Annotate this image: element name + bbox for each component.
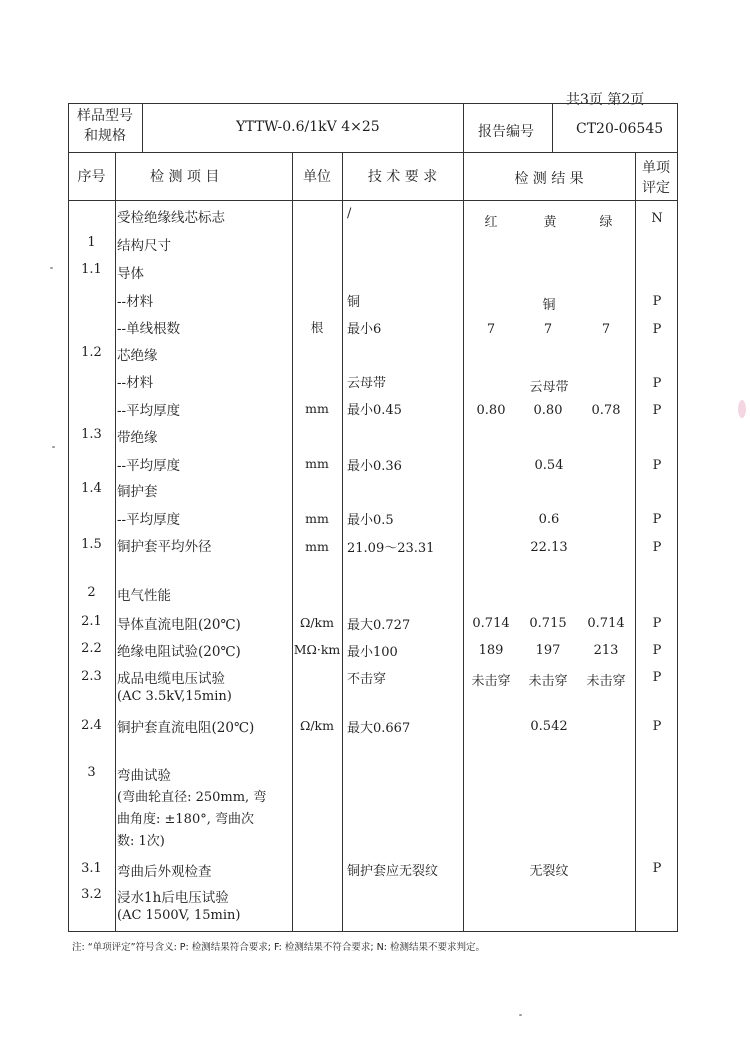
stamp-edge-mark bbox=[738, 400, 746, 418]
row-result-1: 7 bbox=[486, 322, 496, 337]
row-number: 2 bbox=[87, 585, 96, 600]
row-item-detail: (AC 3.5kV,15min) bbox=[117, 689, 232, 704]
row-unit: MΩ·km bbox=[293, 642, 341, 657]
row-result-2: 0.715 bbox=[529, 616, 567, 631]
row-item: 成品电缆电压试验 bbox=[117, 671, 225, 687]
row-item: 绝缘电阻试验(20℃) bbox=[117, 644, 241, 660]
row-number: 2.3 bbox=[81, 669, 102, 684]
row-result-1: 红 bbox=[484, 215, 498, 230]
row-result-2: 197 bbox=[535, 643, 561, 658]
row-verdict: P bbox=[652, 643, 662, 658]
row-unit: Ω/km bbox=[299, 615, 334, 630]
row-result-merged: 22.13 bbox=[530, 540, 568, 555]
row-unit: mm bbox=[305, 511, 329, 526]
row-result-3: 0.714 bbox=[587, 616, 625, 631]
row-result-3: 未击穿 bbox=[586, 674, 626, 689]
row-item: --平均厚度 bbox=[117, 458, 181, 474]
row-result-merged: 0.54 bbox=[534, 458, 564, 473]
sample-model-value: YTTW-0.6/1kV 4×25 bbox=[236, 119, 380, 135]
row-requirement: 最大0.667 bbox=[347, 721, 411, 736]
row-item: --材料 bbox=[117, 375, 154, 391]
scan-speck bbox=[50, 267, 53, 269]
row-unit: mm bbox=[305, 539, 329, 554]
page-info: 共3页 第2页 bbox=[566, 92, 645, 108]
row-requirement: 铜护套应无裂纹 bbox=[347, 864, 439, 879]
row-item: 弯曲试验 bbox=[117, 768, 171, 784]
row-requirement: 最小6 bbox=[347, 322, 382, 337]
row-item-detail: 数: 1次) bbox=[117, 834, 165, 849]
row-verdict: P bbox=[652, 540, 662, 555]
col-header-no: 序号 bbox=[77, 169, 106, 185]
row-verdict: P bbox=[652, 376, 662, 391]
row-requirement: 最小0.36 bbox=[347, 459, 402, 474]
row-item: --材料 bbox=[117, 294, 154, 310]
row-result-2: 7 bbox=[543, 322, 553, 337]
row-item-detail: 曲角度: ±180°, 弯曲次 bbox=[117, 812, 254, 827]
row-item-detail: (弯曲轮直径: 250mm, 弯 bbox=[117, 790, 267, 805]
report-number-label: 报告编号 bbox=[478, 124, 534, 140]
col-header-item: 检 测 项 目 bbox=[150, 169, 220, 185]
row-number: 2.1 bbox=[81, 614, 102, 629]
row-item: 导体 bbox=[117, 266, 144, 282]
row-unit: Ω/km bbox=[299, 718, 334, 733]
row-number: 1.3 bbox=[81, 427, 102, 442]
row-result-merged: 无裂纹 bbox=[529, 864, 569, 879]
row-item: 电气性能 bbox=[117, 588, 171, 604]
row-result-3: 213 bbox=[593, 643, 619, 658]
col-header-result: 检 测 结 果 bbox=[514, 171, 584, 187]
row-requirement: 云母带 bbox=[347, 376, 387, 391]
row-result-2: 0.80 bbox=[533, 403, 563, 418]
row-unit: mm bbox=[305, 401, 329, 416]
row-number: 3 bbox=[87, 765, 96, 780]
row-number: 1.2 bbox=[81, 345, 102, 360]
row-result-merged: 0.6 bbox=[538, 512, 560, 527]
scan-speck bbox=[519, 1014, 522, 1016]
row-item: 铜护套 bbox=[117, 484, 158, 500]
row-result-3: 7 bbox=[601, 322, 611, 337]
row-requirement: 最小0.5 bbox=[347, 513, 394, 528]
row-item: 芯绝缘 bbox=[117, 348, 158, 364]
row-number: 1.1 bbox=[81, 262, 102, 277]
row-item: 浸水1h后电压试验 bbox=[117, 890, 229, 906]
row-result-3: 0.78 bbox=[591, 403, 621, 418]
row-result-merged: 铜 bbox=[542, 298, 556, 313]
row-number: 1 bbox=[87, 235, 96, 250]
row-item: --单线根数 bbox=[117, 321, 181, 337]
row-number: 3.2 bbox=[81, 887, 102, 902]
col-header-requirement: 技 术 要 求 bbox=[367, 169, 438, 185]
row-result-1: 189 bbox=[478, 643, 504, 658]
sample-model-label: 样品型号 和规格 bbox=[77, 108, 133, 144]
row-requirement: 不击穿 bbox=[347, 672, 387, 687]
row-verdict: P bbox=[652, 512, 662, 527]
row-requirement: 最大0.727 bbox=[347, 618, 411, 633]
row-item: 结构尺寸 bbox=[117, 238, 171, 254]
row-verdict: P bbox=[652, 861, 662, 876]
row-number: 1.5 bbox=[81, 537, 102, 552]
row-requirement: / bbox=[347, 206, 352, 221]
row-item: 带绝缘 bbox=[117, 430, 158, 446]
row-requirement: 最小100 bbox=[347, 645, 398, 660]
row-requirement: 21.09～23.31 bbox=[347, 541, 435, 556]
row-verdict: P bbox=[652, 616, 662, 631]
row-verdict: P bbox=[652, 670, 662, 685]
row-unit: mm bbox=[305, 456, 329, 471]
row-number: 1.4 bbox=[81, 481, 102, 496]
footnote: 注: “单项评定”符号含义: P: 检测结果符合要求; F: 检测结果不符合要求; N: 检测结果不要求判定。 bbox=[72, 942, 485, 953]
row-verdict: P bbox=[652, 403, 662, 418]
row-result-2: 未击穿 bbox=[528, 674, 568, 689]
row-verdict: N bbox=[651, 211, 663, 226]
scan-speck bbox=[52, 446, 55, 448]
row-item: 弯曲后外观检查 bbox=[117, 864, 212, 880]
row-item: 受检绝缘线芯标志 bbox=[117, 210, 225, 226]
row-result-1: 未击穿 bbox=[471, 674, 511, 689]
row-item: --平均厚度 bbox=[117, 403, 181, 419]
row-number: 2.4 bbox=[81, 718, 102, 733]
row-item: 铜护套平均外径 bbox=[117, 539, 212, 555]
row-item: 铜护套直流电阻(20℃) bbox=[117, 720, 255, 736]
col-header-unit: 单位 bbox=[303, 169, 331, 185]
row-result-2: 黄 bbox=[543, 215, 557, 230]
col-header-verdict: 单项 评定 bbox=[642, 160, 670, 196]
row-requirement: 铜 bbox=[347, 295, 361, 310]
row-item: 导体直流电阻(20℃) bbox=[117, 617, 241, 633]
row-result-merged: 0.542 bbox=[530, 719, 568, 734]
row-result-1: 0.714 bbox=[472, 616, 510, 631]
row-result-3: 绿 bbox=[599, 215, 613, 230]
row-verdict: P bbox=[652, 719, 662, 734]
row-number: 3.1 bbox=[81, 861, 102, 876]
row-verdict: P bbox=[652, 458, 662, 473]
row-requirement: 最小0.45 bbox=[347, 403, 402, 418]
report-number-value: CT20-06545 bbox=[576, 121, 664, 137]
row-result-1: 0.80 bbox=[476, 403, 506, 418]
row-item: --平均厚度 bbox=[117, 512, 181, 528]
row-number: 2.2 bbox=[81, 641, 102, 656]
row-unit: 根 bbox=[310, 320, 324, 335]
row-item-detail: (AC 1500V, 15min) bbox=[117, 908, 241, 923]
row-verdict: P bbox=[652, 322, 662, 337]
row-result-merged: 云母带 bbox=[529, 380, 569, 395]
row-verdict: P bbox=[652, 294, 662, 309]
